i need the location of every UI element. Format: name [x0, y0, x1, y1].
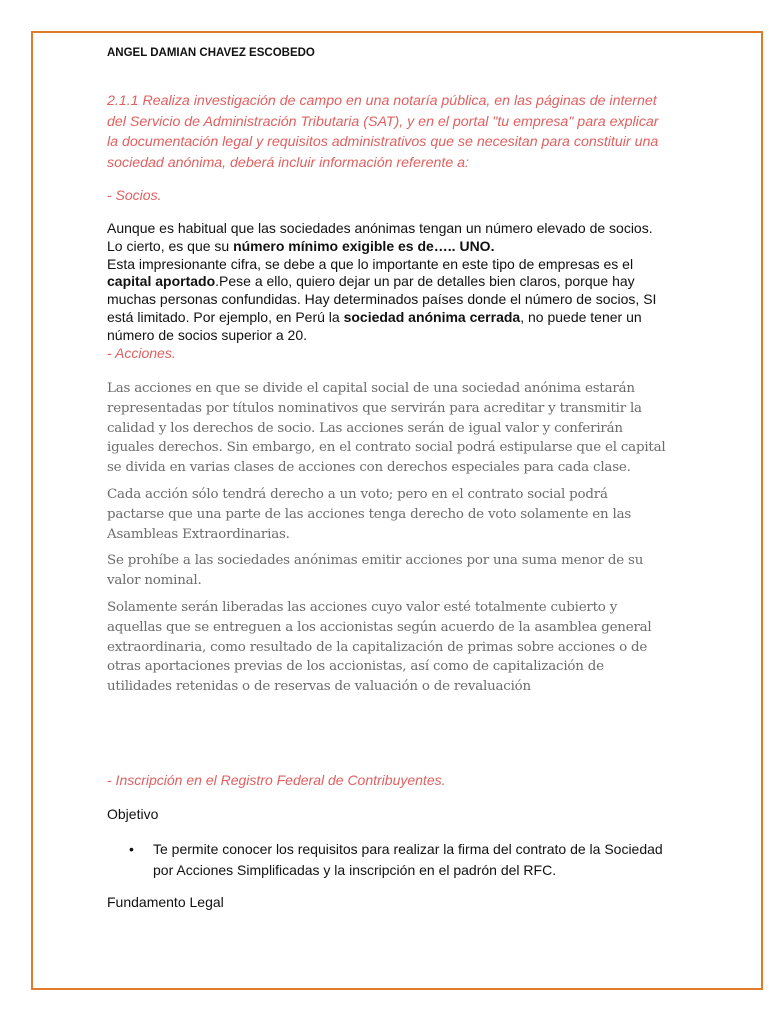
acciones-body — [107, 379, 667, 704]
socios-bold-capital: capital aportado — [107, 273, 216, 290]
task-description: 2.1.1 Realiza investigación de campo en una notaría pública, en las páginas de internet del Servicio de Administración Tributaria (SAT), y en el portal "tu empresa" para explicar la documentación legal y requisitos administrativos que se necesitan para constituir una sociedad anónima, deberá incluir información referente a: — [107, 93, 659, 171]
acciones-paragraph: Cada acción sólo tendrá derecho a un voto; pero en el contrato social podrá pactarse que una parte de las acciones tenga derecho de voto solamente en las Asambleas Extraordinarias. — [107, 486, 632, 542]
acciones-paragraph: Las acciones en que se divide el capital social de una sociedad anónima estarán representadas por títulos nominativos que servirán para acreditar y transmitir la calidad y los derechos de socio. Las acciones serán de igual valor y conferirán iguales derechos. Sin embargo, en el contrato social podrá estipularse que el capital se divida en varias clases de acciones con derechos especiales para cada clase. — [107, 381, 666, 476]
section-heading-registro: - Inscripción en el Registro Federal de Contribuyentes. — [107, 772, 446, 788]
socios-text-1: Aunque es habitual que las sociedades anónimas tengan un número elevado de socios. Lo cierto, es que su — [107, 220, 653, 254]
section-heading-acciones: - Acciones. — [107, 345, 176, 361]
socios-text-3: .Pese a ello, quiero dejar un par de detalles bien claros, porque hay muchas personas confundidas. Hay determinados países donde el número de socios, SI está limitado. Por ejemplo, en Perú la — [107, 273, 657, 325]
section-heading-socios: - Socios. — [107, 187, 162, 203]
acciones-paragraph: Se prohíbe a las sociedades anónimas emitir acciones por una suma menor de su valor nominal. — [107, 553, 644, 589]
fundamento-legal-label: Fundamento Legal — [107, 894, 224, 910]
bullet-icon: • — [129, 841, 134, 857]
socios-text-4: , no puede tener un número de socios superior a 20. — [107, 308, 642, 343]
socios-bold-cerrada: sociedad anónima cerrada — [343, 308, 521, 325]
socios-bold-minimo: número mínimo exigible es de….. UNO. — [233, 237, 495, 254]
bullet-text: Te permite conocer los requisitos para realizar la firma del contrato de la Sociedad por Acciones Simplificadas y la inscripción en el padrón del RFC. — [153, 841, 663, 878]
socios-paragraph — [107, 220, 667, 345]
objetivo-label: Objetivo — [107, 806, 159, 822]
author-name: ANGEL DAMIAN CHAVEZ ESCOBEDO — [107, 47, 315, 59]
acciones-paragraph: Solamente serán liberadas las acciones cuyo valor esté totalmente cubierto y aquellas que se entreguen a los accionistas según acuerdo de la asamblea general extraordinaria, como resultado de la capitalización de primas sobre acciones o de otras aportaciones previas de los accionistas, así como de capitalización de utilidades retenidas o de reservas de valuación o de revaluación — [107, 599, 652, 695]
socios-text-2: Esta impresionante cifra, se debe a que lo importante en este tipo de empresas es el — [107, 255, 634, 272]
